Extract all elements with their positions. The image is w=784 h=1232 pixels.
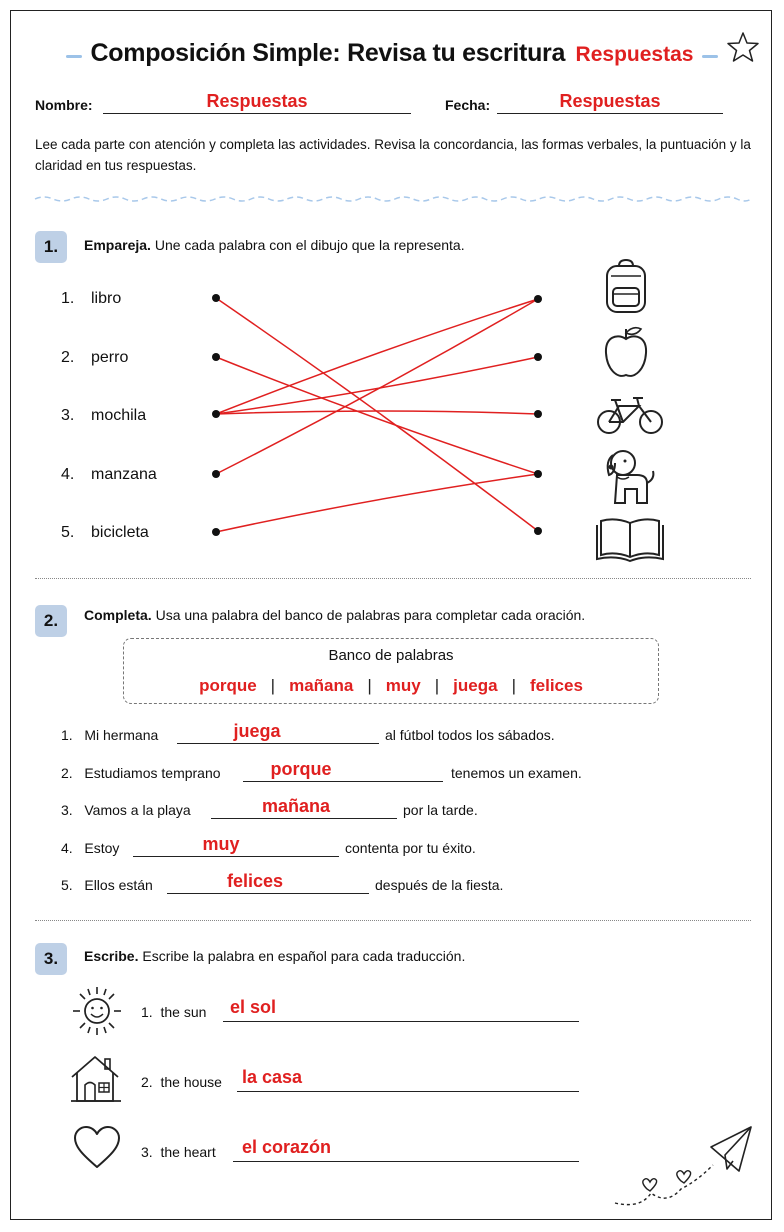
match-word-number: 5. [61,524,75,541]
translation-number: 1. [141,1004,153,1020]
translation-english: the sun [160,1004,207,1020]
sentence-before: Estoy [84,840,120,856]
match-word-text: perro [91,349,129,366]
bank-divider: | [511,676,516,695]
sentence-number: 4. [61,840,73,856]
blank-2[interactable] [243,759,443,782]
match-dot-right-2[interactable] [534,353,542,361]
blank-1[interactable] [177,721,379,744]
blank-4[interactable] [133,834,339,857]
bank-word: mañana [289,676,354,695]
sentence-4 [61,840,119,856]
sentence-3 [61,802,191,818]
match-word-number: 3. [61,407,75,424]
section-3-title [84,948,465,964]
translation-3-english [141,1144,216,1160]
match-dot-right-3[interactable] [534,410,542,418]
match-dot-left-3[interactable] [212,410,220,418]
blank-5-answer: felices [226,871,284,891]
date-value: Respuestas [559,91,661,111]
title-answers-tag: Respuestas [575,43,694,66]
blank-3-answer: mañana [261,796,331,816]
bank-word: muy [385,676,421,695]
name-label: Nombre: [35,97,93,113]
sentence-number: 1. [61,727,73,743]
bank-word: felices [529,676,583,695]
house-icon [69,1053,125,1105]
translation-1-field[interactable] [223,999,579,1022]
section-divider-1 [35,578,751,579]
section-1-title-bold: Empareja. [84,237,151,253]
sentence-5 [61,877,153,893]
match-dot-left-5[interactable] [212,528,220,536]
match-dot-left-4[interactable] [212,470,220,478]
translation-2-answer: la casa [242,1067,303,1087]
word-bank [123,638,659,704]
match-line [216,299,538,414]
match-word-text: manzana [91,466,157,483]
sentence-2-after: tenemos un examen. [451,765,582,781]
section-1-badge: 1. [35,231,67,263]
sentence-number: 5. [61,877,73,893]
blank-1-answer: juega [233,721,281,741]
section-3-title-rest: Escribe la palabra en español para cada traducción. [138,948,466,964]
section-2-title [84,607,585,623]
section-2-badge: 2. [35,605,67,637]
match-dot-left-1[interactable] [212,294,220,302]
bank-word: porque [199,676,257,695]
bicycle-icon [595,392,665,436]
match-dot-right-4[interactable] [534,470,542,478]
match-word-text: bicicleta [91,524,149,541]
translation-1-answer: el sol [230,997,277,1017]
blank-3[interactable] [211,796,397,819]
worksheet-page [10,10,772,1220]
translation-english: the heart [160,1144,216,1160]
match-line [216,474,538,532]
match-word-number: 1. [61,290,75,307]
sentence-before: Mi hermana [84,727,159,743]
section-divider-2 [35,920,751,921]
dog-icon [603,445,657,509]
backpack-icon [601,258,651,316]
translation-english: the house [160,1074,222,1090]
match-word-text: libro [91,290,122,307]
sentence-4-after: contenta por tu éxito. [345,840,476,856]
blank-4-answer: muy [202,834,240,854]
match-line [216,298,538,531]
instructions: Lee cada parte con atención y completa las actividades. Revisa la concordancia, las formas verbales, la puntuación y la claridad en tus respuestas. [35,137,751,173]
heart-icon [73,1125,121,1169]
match-line [216,299,538,474]
section-3-badge: 3. [35,943,67,975]
section-3-title-bold: Escribe. [84,948,139,964]
match-dot-right-5[interactable] [534,527,542,535]
match-word-number: 2. [61,349,75,366]
paper-plane-icon [611,1125,759,1211]
translation-1-english [141,1004,206,1020]
name-value: Respuestas [206,91,308,111]
section-2-title-bold: Completa. [84,607,152,623]
blank-2-answer: porque [270,759,332,779]
sentence-2 [61,765,221,781]
translation-3-answer: el corazón [242,1137,332,1157]
sentence-before: Vamos a la playa [84,802,191,818]
apple-icon [603,325,649,381]
sentence-1 [61,727,158,743]
sentence-number: 2. [61,765,73,781]
date-label: Fecha: [445,97,491,113]
bank-divider: | [434,676,440,695]
book-icon [595,515,665,563]
sun-icon [69,985,125,1037]
match-line [216,357,538,414]
match-dot-left-2[interactable] [212,353,220,361]
sentence-number: 3. [61,802,73,818]
match-dot-right-1[interactable] [534,295,542,303]
blank-5[interactable] [167,871,369,894]
match-word-text: mochila [91,407,147,424]
word-bank-title: Banco de palabras [328,647,454,664]
bank-divider: | [270,676,276,695]
match-line [216,411,538,414]
sentence-before: Estudiamos temprano [84,765,221,781]
bank-word: juega [453,676,498,695]
page-title: Composición Simple: Revisa tu escritura [90,39,566,67]
bank-divider: | [367,676,372,695]
sentence-before: Ellos están [84,877,153,893]
section-1-title-rest: Une cada palabra con el dibujo que la representa. [150,237,465,253]
word-bank-words [124,676,658,696]
translation-number: 2. [141,1074,153,1090]
translation-2-english [141,1074,222,1090]
sentence-3-after: por la tarde. [403,802,478,818]
match-word-number: 4. [61,466,75,483]
match-line [216,357,538,474]
translation-number: 3. [141,1144,153,1160]
sentence-1-after: al fútbol todos los sábados. [385,727,555,743]
section-2-title-rest: Usa una palabra del banco de palabras para completar cada oración. [151,607,586,623]
sentence-5-after: después de la fiesta. [375,877,504,893]
